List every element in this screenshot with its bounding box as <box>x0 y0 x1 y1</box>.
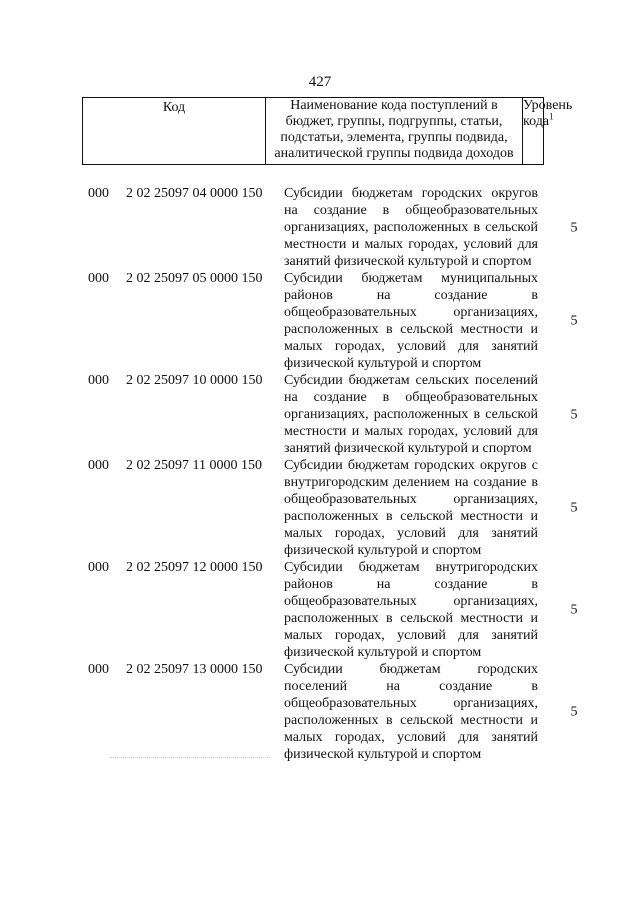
row-prefix: 000 <box>88 271 109 286</box>
row-name: Субсидии бюджетам сельских поселений на создание в общеобразовательных организациях, расположенных в сельской местности и малых городах, условий для занятий физической культурой и спортом <box>284 373 538 456</box>
table-row <box>0 372 640 457</box>
table-header <box>82 97 573 165</box>
header-level-footnote: 1 <box>549 111 554 122</box>
row-level: 5 <box>570 313 578 329</box>
row-code: 2 02 25097 11 0000 150 <box>126 458 262 473</box>
row-prefix: 000 <box>88 373 109 388</box>
row-code: 2 02 25097 10 0000 150 <box>126 373 263 388</box>
row-name: Субсидии бюджетам городских округов на создание в общеобразовательных организациях, расположенных в сельской местности и малых городах, условий для занятий физической культурой и спортом <box>284 186 538 269</box>
row-level: 5 <box>570 407 578 422</box>
row-name: Субсидии бюджетам внутригородских районов на создание в общеобразовательных организациях, расположенных в сельской местности и малых городах, условий для занятий физической культурой и спортом <box>284 560 538 660</box>
row-code: 2 02 25097 13 0000 150 <box>126 662 263 677</box>
table-row <box>0 661 640 763</box>
row-prefix: 000 <box>88 186 109 201</box>
header-level <box>523 98 573 165</box>
row-name: Субсидии бюджетам городских поселений на создание в общеобразовательных организациях, расположенных в сельской местности и малых городах, условий для занятий физической культурой и спортом <box>284 662 538 762</box>
row-code: 2 02 25097 04 0000 150 <box>126 186 263 201</box>
row-code: 2 02 25097 12 0000 150 <box>126 560 263 575</box>
table-row <box>0 270 640 372</box>
header-name: Наименование кода поступлений в бюджет, группы, подгруппы, статьи, подстатьи, элемента, группы подвида, аналитической группы подвида доходов <box>266 98 523 165</box>
row-prefix: 000 <box>88 662 109 677</box>
row-level: 5 <box>570 704 578 720</box>
row-prefix: 000 <box>88 560 109 575</box>
table-row <box>0 457 640 559</box>
row-level: 5 <box>570 602 578 618</box>
header-level-label: Уровень кода <box>523 98 573 129</box>
table-row <box>0 559 640 661</box>
row-level: 5 <box>570 500 578 516</box>
scan-dotted-line <box>110 757 270 758</box>
row-prefix: 000 <box>88 458 109 473</box>
row-name: Субсидии бюджетам городских округов с внутригородским делением на создание в общеобразовательных организациях, расположенных в сельской местности и малых городах, условий для занятий физической культурой и спортом <box>284 458 538 558</box>
page-number: 427 <box>308 74 332 90</box>
row-level: 5 <box>570 220 578 235</box>
table-body <box>0 185 640 763</box>
row-code: 2 02 25097 05 0000 150 <box>126 271 263 286</box>
row-name: Субсидии бюджетам муниципальных районов на создание в общеобразовательных организациях, расположенных в сельской местности и малых городах, условий для занятий физической культурой и спортом <box>284 271 538 371</box>
table-row <box>0 185 640 270</box>
header-code: Код <box>83 98 266 165</box>
